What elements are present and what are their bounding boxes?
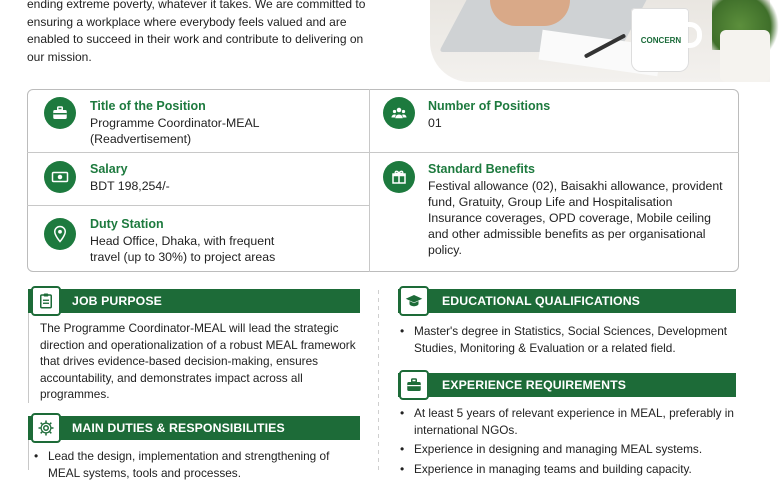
number-of-positions-label: Number of Positions xyxy=(428,99,551,113)
money-icon xyxy=(44,161,76,193)
experience-requirements-heading: EXPERIENCE REQUIREMENTS xyxy=(398,373,736,397)
info-row-divider xyxy=(369,152,739,153)
info-box-divider xyxy=(369,89,370,272)
educational-qualifications-list xyxy=(398,323,738,359)
salary-label: Salary xyxy=(90,162,128,176)
section-left-rule xyxy=(28,440,29,470)
educational-qualifications-heading: EDUCATIONAL QUALIFICATIONS xyxy=(398,289,736,313)
list-item: • Experience in managing teams and building capacity. xyxy=(398,461,738,478)
position-title-value: Programme Coordinator-MEAL (Readvertisement) xyxy=(90,116,260,146)
gear-icon xyxy=(31,413,61,443)
experience-requirements-list xyxy=(398,405,738,480)
position-title-label: Title of the Position xyxy=(90,99,206,113)
salary-value: BDT 198,254/- xyxy=(90,179,170,193)
mug-logo: CONCERN xyxy=(640,36,682,45)
header-photo xyxy=(430,0,770,82)
standard-benefits-label: Standard Benefits xyxy=(428,162,535,176)
number-of-positions-value: 01 xyxy=(428,116,442,130)
job-purpose-heading: JOB PURPOSE xyxy=(28,289,360,313)
job-purpose-text: The Programme Coordinator-MEAL will lead the strategic direction and operationalization of a robust MEAL framework that drives evidence-based decision-making, ensures accountability, and demonstrates impact across all programmes. xyxy=(40,321,356,401)
standard-benefits-value: Festival allowance (02), Baisakhi allowance, provident fund, Gratuity, Group Life and Hospitalisation Insurance coverages, OPD coverage, Mobile ceiling and other admissible benefits as per organisational policy. xyxy=(428,179,723,257)
duty-station-value: Head Office, Dhaka, with frequent travel (up to 30%) to project areas xyxy=(90,234,276,264)
people-group-icon xyxy=(383,97,415,129)
gift-icon xyxy=(383,161,415,193)
briefcase-icon xyxy=(399,370,429,400)
pot-shape xyxy=(720,30,770,82)
intro-paragraph xyxy=(27,0,367,66)
clipboard-icon xyxy=(31,286,61,316)
duty-station-label: Duty Station xyxy=(90,217,164,231)
briefcase-icon xyxy=(44,97,76,129)
list-item: • At least 5 years of relevant experience in MEAL, preferably in international NGOs. xyxy=(398,405,738,438)
main-duties-heading: MAIN DUTIES & RESPONSIBILITIES xyxy=(28,416,360,440)
column-divider xyxy=(378,290,379,470)
intro-text: ending extreme poverty, whatever it takes. We are committed to ensuring a workplace where everybody feels valued and are enabled to succeed in their work and contribute to delivering on our mission. xyxy=(27,0,366,64)
graduation-cap-icon xyxy=(399,286,429,316)
location-pin-icon xyxy=(44,218,76,250)
list-item: • Experience in designing and managing MEAL systems. xyxy=(398,441,738,458)
list-item: • Master's degree in Statistics, Social Sciences, Development Studies, Monitoring & Evaluation or a related field. xyxy=(398,323,738,356)
info-row-divider xyxy=(27,205,369,206)
info-row-divider xyxy=(27,152,369,153)
section-left-rule xyxy=(28,313,29,403)
mug-handle xyxy=(684,22,702,48)
list-item: • Lead the design, implementation and strengthening of MEAL systems, tools and processes. xyxy=(32,448,362,481)
main-duties-list xyxy=(32,448,362,484)
